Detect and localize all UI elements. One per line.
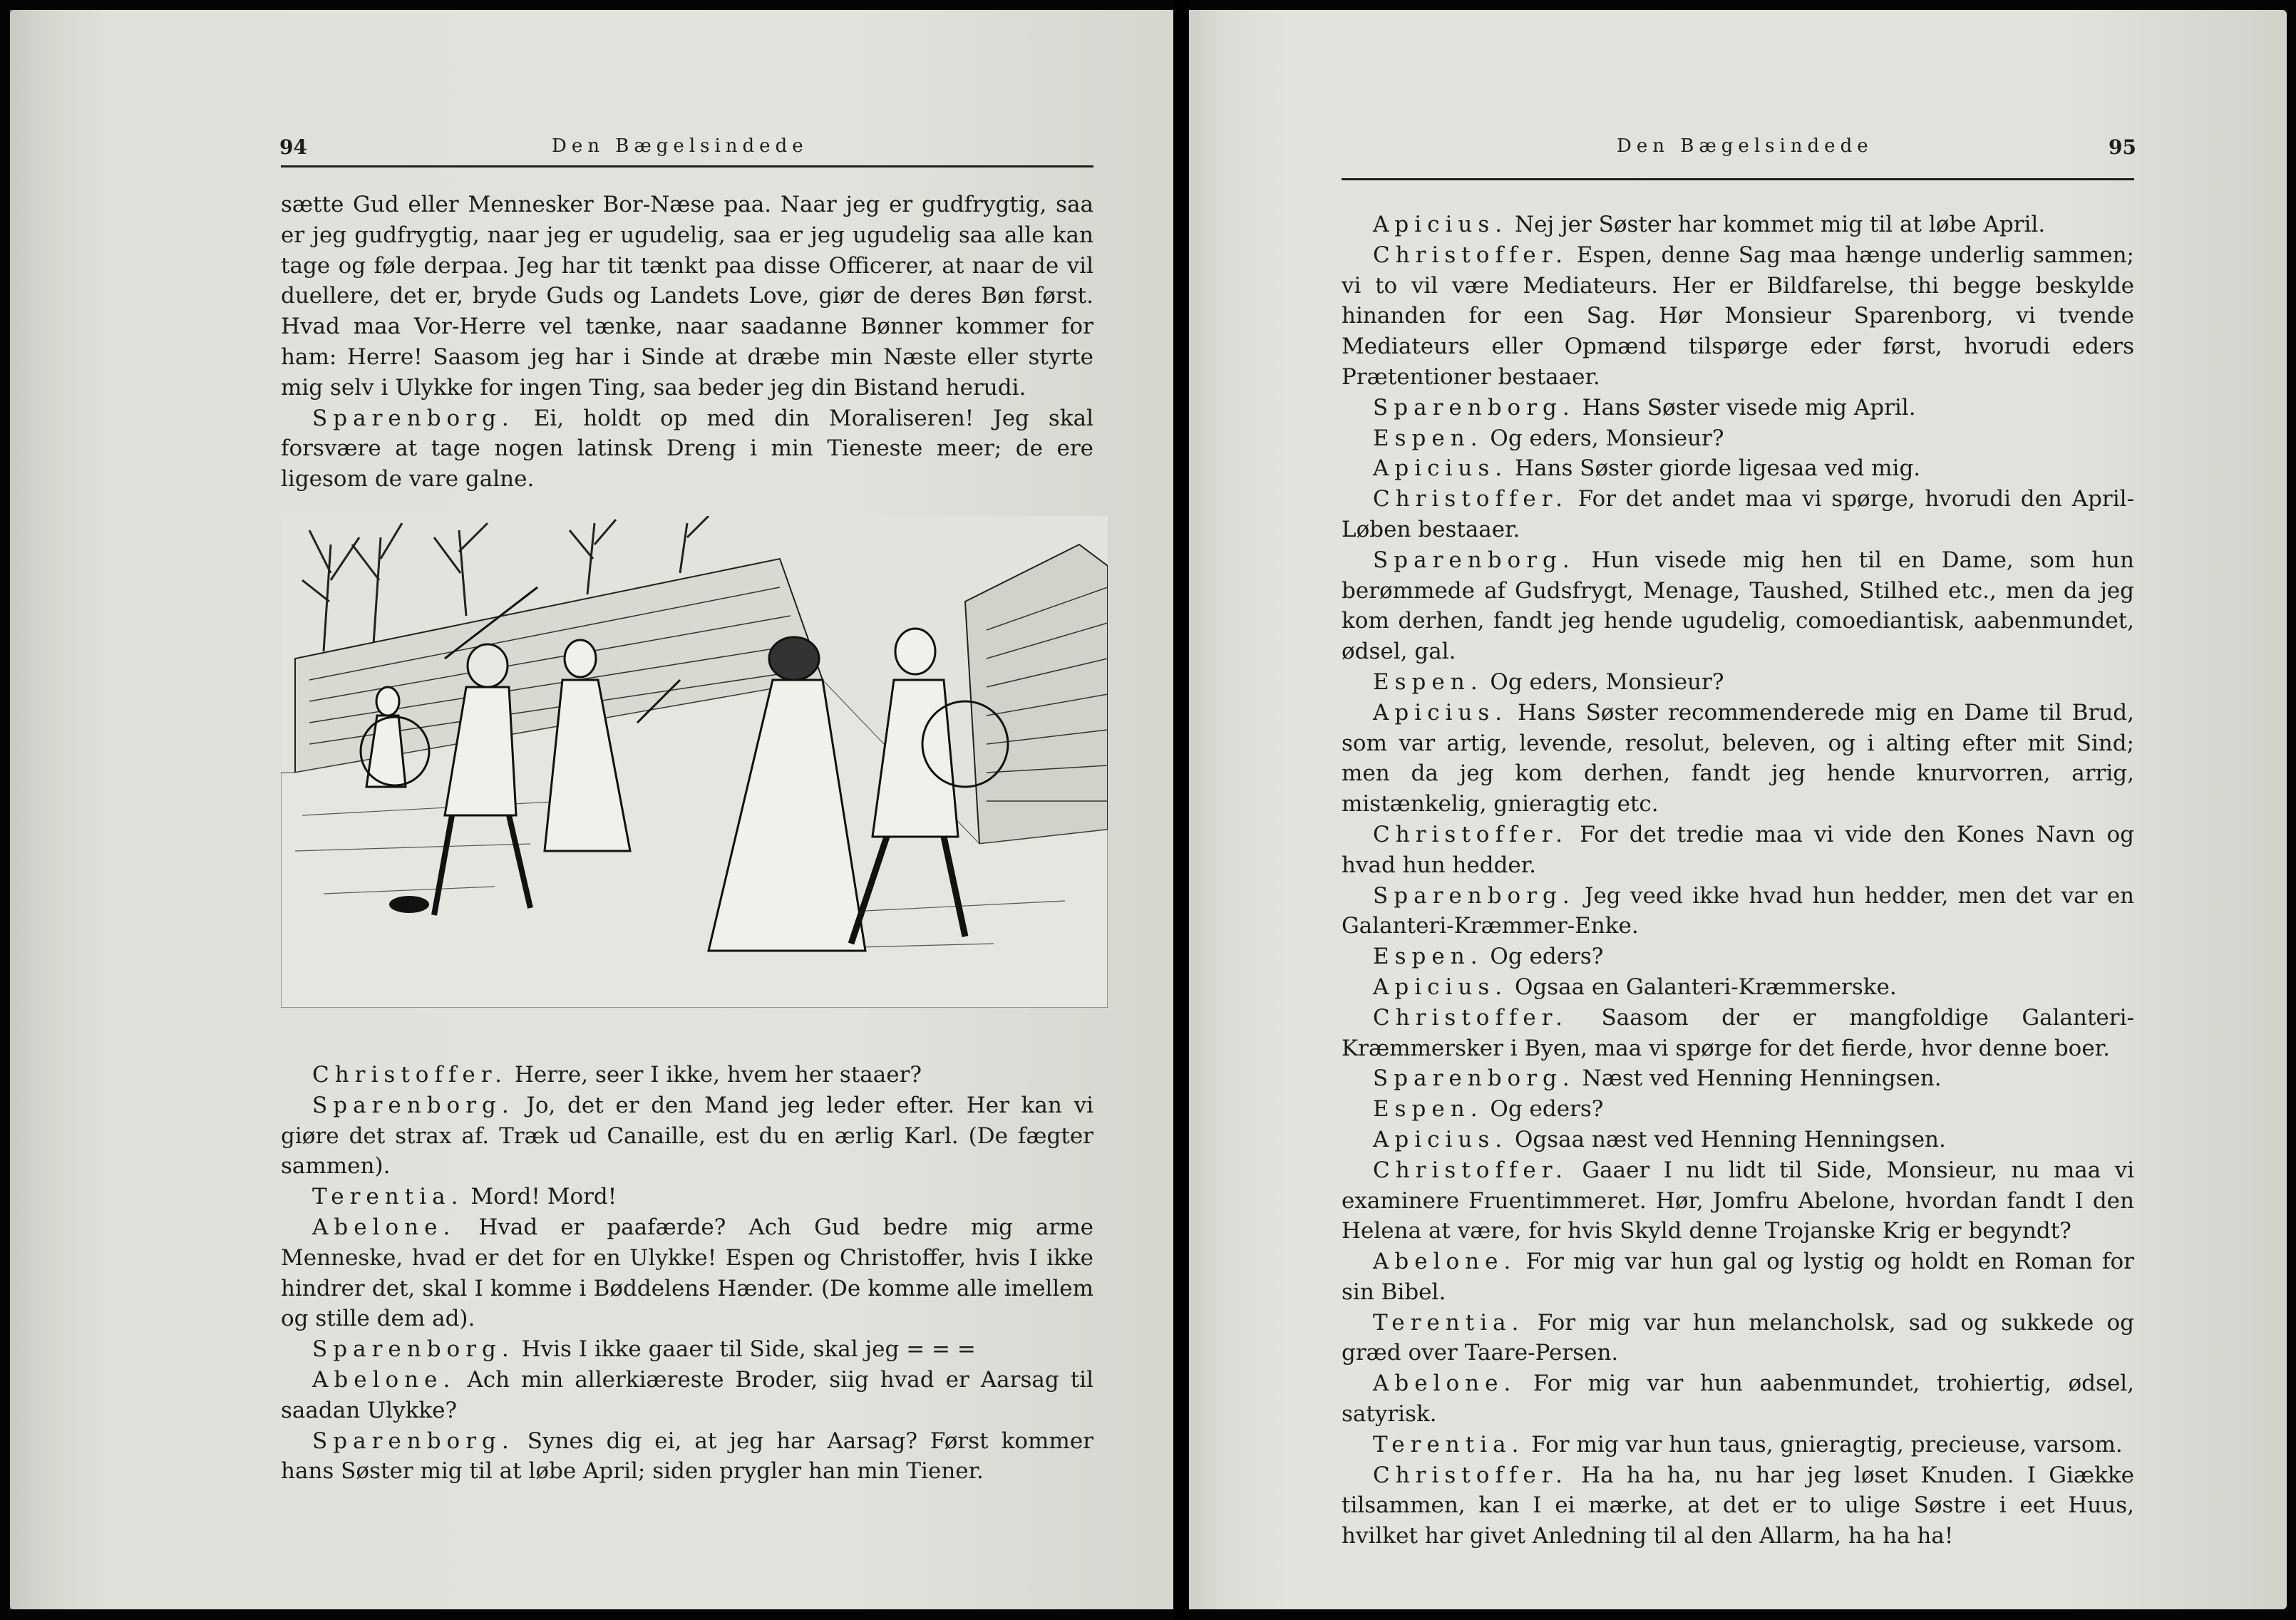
paragraph (1342, 1368, 2134, 1430)
speaker-name: Apicius. (1373, 1126, 1508, 1152)
paragraph (1342, 881, 2134, 942)
speaker-name: Sparenborg. (1373, 882, 1575, 909)
paragraph (1342, 545, 2134, 667)
speaker-name: Sparenborg. (1373, 547, 1575, 573)
speaker-name: Abelone. (1373, 1371, 1517, 1397)
paragraph-text: For det tredie maa vi vide den Kones Navn og hvad hun hedder. (1342, 821, 2134, 878)
paragraph (1342, 1125, 2134, 1155)
speaker-name: Apicius. (1373, 974, 1508, 1000)
paragraph-text: Og eders? (1490, 1096, 1604, 1123)
speaker-name: Espen. (1373, 669, 1483, 695)
paragraph (281, 1426, 1093, 1487)
paragraph-text: Hvis I ikke gaaer til Side, skal jeg = = = (521, 1336, 976, 1363)
paragraph (281, 1365, 1093, 1426)
paragraph-text: Næst ved Henning Henningsen. (1582, 1066, 1942, 1092)
paragraph (281, 190, 1093, 403)
paragraph (1342, 667, 2134, 698)
paragraph-text: Saasom der er mangfoldige Galanteri-Kræmmersker i Byen, maa vi spørge for det fierde, hvor denne boer. (1342, 1004, 2134, 1061)
speaker-name: Christoffer. (1373, 242, 1569, 268)
paragraph-text: Herre, seer I ikke, hvem her staaer? (514, 1062, 922, 1088)
speaker-name: Sparenborg. (1373, 394, 1575, 421)
paragraph (1342, 1155, 2134, 1247)
speaker-name: Christoffer. (312, 1062, 508, 1088)
speaker-name: Sparenborg. (312, 1092, 515, 1118)
paragraph (1342, 210, 2134, 240)
paragraph (1342, 941, 2134, 972)
paragraph-text: Hvad er paafærde? Ach Gud bedre mig arme Menneske, hvad er det for en Ulykke! Espen og Christoffer, hvis I ikke hindrer det, skal I komme i Bøddelens Hænder. (De komme alle imellem og stille dem ad). (281, 1214, 1094, 1332)
speaker-name: Espen. (1373, 944, 1483, 970)
page-number-left: 94 (279, 135, 307, 159)
speaker-name: Terentia. (1373, 1431, 1525, 1458)
header-rule-right (1342, 178, 2134, 180)
speaker-name: Apicius. (1373, 699, 1508, 726)
page-number-right: 95 (2109, 135, 2136, 159)
running-head-right: Den Bægelsindede (1617, 135, 1873, 157)
paragraph-text: Ogsaa en Galanteri-Kræmmerske. (1515, 974, 1897, 1000)
paragraph (1342, 820, 2134, 881)
paragraph-text: Og eders, Monsieur? (1490, 669, 1724, 695)
paragraph-text: For mig var hun melancholsk, sad og sukkede og græd over Taare-Persen. (1342, 1309, 2135, 1366)
hat-on-ground (389, 896, 429, 913)
speaker-name: Sparenborg. (312, 405, 515, 431)
paragraph-text: Espen, denne Sag maa hænge underlig sammen; vi to vil være Mediateurs. Her er Bildfarelse, thi begge beskylde hinanden for een Sag. Hør Monsieur Sparenborg, vi tvende Mediateurs eller Opmænd tilspørge eder først, hvorudi eders Prætentioner bestaaer. (1342, 242, 2134, 390)
left-page (10, 10, 1173, 1609)
paragraph-text: Hans Søster recommenderede mig en Dame til Brud, som var artig, levende, resolut, beleven, og i alting efter mit Sind; men da jeg kom derhen, fandt jeg hende knurvorren, arrig, mistænkelig, gnieragtig etc. (1342, 699, 2134, 817)
paragraph-text: For det andet maa vi spørge, hvorudi den April-Løben bestaaer. (1342, 486, 2134, 542)
paragraph (1342, 1308, 2134, 1369)
paragraph-text: Jo, det er den Mand jeg leder efter. Her kan vi giøre det strax af. Træk ud Canaille, est du en ærlig Karl. (De fægter sammen). (281, 1092, 1093, 1180)
speaker-name: Sparenborg. (1373, 1066, 1575, 1092)
paragraph-text: Ei, holdt op med din Moraliseren! Jeg skal forsvære at tage nogen latinsk Dreng i min Tieneste meer; de ere ligesom de vare galne. (281, 405, 1094, 492)
paragraph (1342, 1003, 2134, 1064)
paragraph (281, 1090, 1093, 1182)
duel-illustration (281, 516, 1108, 1008)
paragraph-text: For mig var hun taus, gnieragtig, precieuse, varsom. (1531, 1431, 2123, 1458)
paragraph (1342, 972, 2134, 1003)
paragraph-text: For mig var hun gal og lystig og holdt en Roman for sin Bibel. (1342, 1249, 2134, 1305)
paragraph (1342, 423, 2134, 454)
paragraph-text: Ach min allerkiæreste Broder, siig hvad er Aarsag til saadan Ulykke? (281, 1366, 1093, 1423)
paragraph-text: sætte Gud eller Mennesker Bor-Næse paa. Naar jeg er gudfrygtig, saa er jeg gudfrygtig, naar jeg er ugudelig, saa er jeg ugudelig saa alle kan tage og føle derpaa. Jeg har tit tænkt paa disse Officerer, at naar de vil duellere, det er, bryde Guds og Landets Love, giør de deres Bøn først. Hvad maa Vor-Herre vel tænke, naar saadanne Bønner kommer for ham: Herre! Saasom jeg har i Sinde at dræbe min Næste eller styrte mig selv i Ulykke for ingen Ting, saa beder jeg din Bistand herudi. (281, 192, 1093, 401)
speaker-name: Apicius. (1373, 455, 1508, 482)
paragraph (281, 1182, 1093, 1212)
speaker-name: Abelone. (312, 1366, 456, 1393)
paragraph-text: Hun visede mig hen til en Dame, som hun berømmede af Gudsfrygt, Menage, Taushed, Stilhed etc., men da jeg kom derhen, fandt jeg hende ugudelig, comoediantisk, aabenmundet, ødsel, gal. (1342, 547, 2134, 665)
speaker-name: Christoffer. (1373, 1157, 1569, 1183)
speaker-name: Christoffer. (1373, 821, 1569, 847)
speaker-name: Espen. (1373, 1096, 1483, 1123)
paragraph-text: Ogsaa næst ved Henning Henningsen. (1515, 1126, 1946, 1152)
paragraph-text: Gaaer I nu lidt til Side, Monsieur, nu maa vi examinere Fruentimmeret. Hør, Jomfru Abelone, hvordan fandt I den Helena at være, for hvis Skyld denne Trojanske Krig er begyndt? (1342, 1157, 2135, 1244)
speaker-name: Terentia. (1373, 1309, 1525, 1336)
paragraph (1342, 240, 2134, 393)
paragraph (1342, 453, 2134, 484)
paragraph-text: Mord! Mord! (470, 1184, 617, 1210)
paragraph-text: Hans Søster giorde ligesaa ved mig. (1515, 455, 1921, 482)
paragraph (1342, 393, 2134, 423)
speaker-name: Christoffer. (1373, 1462, 1569, 1488)
running-head-left: Den Bægelsindede (552, 135, 808, 157)
right-body-text (1342, 210, 2134, 1552)
paragraph (1342, 1430, 2134, 1460)
left-upper-text (281, 190, 1093, 495)
paragraph (1342, 1460, 2134, 1552)
speaker-name: Sparenborg. (312, 1428, 515, 1454)
paragraph-text: Jeg veed ikke hvad hun hedder, men det var en Galanteri-Kræmmer-Enke. (1342, 882, 2134, 939)
paragraph (1342, 698, 2134, 820)
paragraph (1342, 1247, 2134, 1308)
left-lower-text (281, 1060, 1093, 1487)
right-page (1189, 10, 2287, 1609)
paragraph-text: Og eders, Monsieur? (1490, 425, 1724, 451)
paragraph (1342, 484, 2134, 545)
speaker-name: Christoffer. (1373, 1004, 1569, 1031)
book-gutter (1173, 0, 1189, 1620)
paragraph-text: Ha ha ha, nu har jeg løset Knuden. I Giække tilsammen, kan I ei mærke, at det er to ulige Søstre i eet Huus, hvilket har givet Anledning til al den Allarm, ha ha ha! (1342, 1462, 2134, 1549)
speaker-name: Terentia. (312, 1184, 464, 1210)
speaker-name: Sparenborg. (312, 1336, 515, 1363)
paragraph (281, 1060, 1093, 1090)
paragraph-text: Nej jer Søster har kommet mig til at løbe April. (1515, 212, 2046, 237)
paragraph-text: For mig var hun aabenmundet, trohiertig, ødsel, satyrisk. (1342, 1371, 2134, 1428)
paragraph-text: Hans Søster visede mig April. (1582, 394, 1916, 421)
header-rule-left (281, 165, 1093, 167)
paragraph (1342, 1094, 2134, 1125)
paragraph-text: Og eders? (1490, 944, 1604, 970)
speaker-name: Apicius. (1373, 212, 1508, 237)
speaker-name: Abelone. (1373, 1249, 1517, 1275)
paragraph (281, 1212, 1093, 1334)
speaker-name: Abelone. (312, 1214, 456, 1240)
paragraph (281, 403, 1093, 495)
paragraph (281, 1334, 1093, 1365)
paragraph (1342, 1063, 2134, 1094)
speaker-name: Christoffer. (1373, 486, 1569, 512)
speaker-name: Espen. (1373, 425, 1483, 451)
paragraph-text: Synes dig ei, at jeg har Aarsag? Først kommer hans Søster mig til at løbe April; siden prygler han min Tiener. (281, 1428, 1093, 1485)
